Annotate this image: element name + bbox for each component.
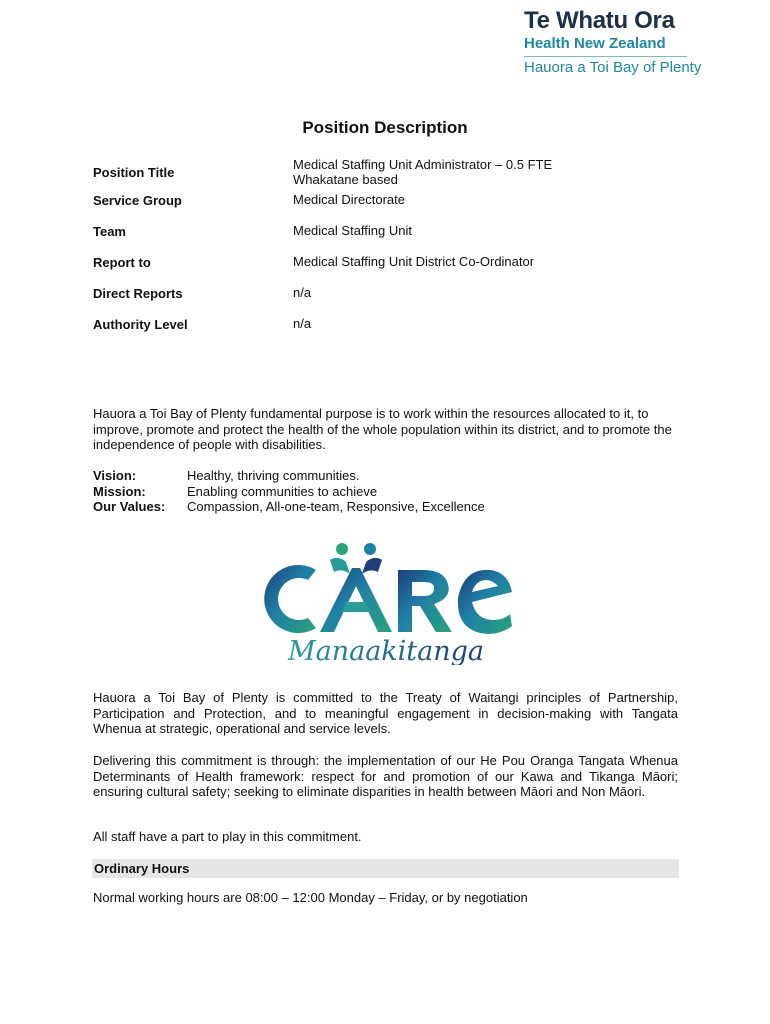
detail-row-service-group <box>93 192 693 223</box>
vision-row <box>93 468 485 484</box>
vision-value: Healthy, thriving communities. <box>187 468 360 483</box>
values-row <box>93 499 485 515</box>
values-label: Our Values: <box>93 499 166 514</box>
detail-label: Position Title <box>93 164 175 180</box>
detail-label: Team <box>93 224 126 239</box>
section-heading-text: Ordinary Hours <box>94 861 190 876</box>
detail-value: Medical Directorate <box>293 192 405 207</box>
treaty-paragraph: Hauora a Toi Bay of Plenty is committed to the Treaty of Waitangi principles of Partnership, Participation and Protection, and to meaningful engagement in decision-making with Tangata Whenua at strategic, operational and service levels. <box>93 690 678 736</box>
detail-value: Medical Staffing Unit District Co-Ordinator <box>293 254 535 269</box>
detail-value: n/a <box>293 316 312 331</box>
detail-label: Report to <box>93 255 151 270</box>
org-logo-divider <box>524 56 687 57</box>
detail-label: Service Group <box>93 193 182 208</box>
detail-label: Authority Level <box>93 317 188 332</box>
detail-value: n/a <box>293 285 312 300</box>
page-title: Position Description <box>302 118 468 137</box>
vision-label: Vision: <box>93 468 137 483</box>
org-logo <box>524 8 724 77</box>
detail-value-line: Medical Staffing Unit Administrator – 0.5 FTE <box>293 157 553 172</box>
detail-label: Direct Reports <box>93 286 183 301</box>
mission-value: Enabling communities to achieve <box>187 483 378 499</box>
ordinary-hours-heading <box>92 859 679 878</box>
detail-value: Medical Staffing Unit <box>293 223 412 238</box>
detail-row-team <box>93 223 693 254</box>
commitment-paragraph: Delivering this commitment is through: the implementation of our He Pou Oranga Tangata Whenua Determinants of Health framework: respect for and promotion of our Kawa and Tikanga Māori; ensuring cultural safety; seeking to eliminate disparities in health between Māori and Non Māori. <box>93 753 678 799</box>
org-region: Hauora a Toi Bay of Plenty <box>524 59 702 76</box>
vision-mission-values <box>93 468 485 515</box>
care-logo-subword: Manaakitanga <box>287 636 485 665</box>
detail-value-line: Whakatane based <box>293 172 398 187</box>
detail-row-direct-reports <box>93 285 693 316</box>
care-manaakitanga-logo <box>258 540 513 665</box>
org-subtitle: Health New Zealand <box>524 35 666 52</box>
all-staff-paragraph: All staff have a part to play in this commitment. <box>93 829 362 844</box>
purpose-paragraph: Hauora a Toi Bay of Plenty fundamental purpose is to work within the resources allocated to it, to improve, promote and protect the health of the whole population within its district, and to promote the independence of people with disabilities. <box>93 406 672 452</box>
mission-row <box>93 484 485 500</box>
detail-row-authority-level <box>93 316 693 347</box>
detail-row-report-to <box>93 254 693 285</box>
org-name: Te Whatu Ora <box>524 7 675 34</box>
position-details <box>93 152 693 347</box>
ordinary-hours-text: Normal working hours are 08:00 – 12:00 Monday – Friday, or by negotiation <box>93 890 528 905</box>
values-value: Compassion, All-one-team, Responsive, Excellence <box>187 499 485 514</box>
detail-value <box>293 157 693 187</box>
mission-label: Mission: <box>93 483 146 499</box>
detail-row-position-title <box>93 152 693 192</box>
